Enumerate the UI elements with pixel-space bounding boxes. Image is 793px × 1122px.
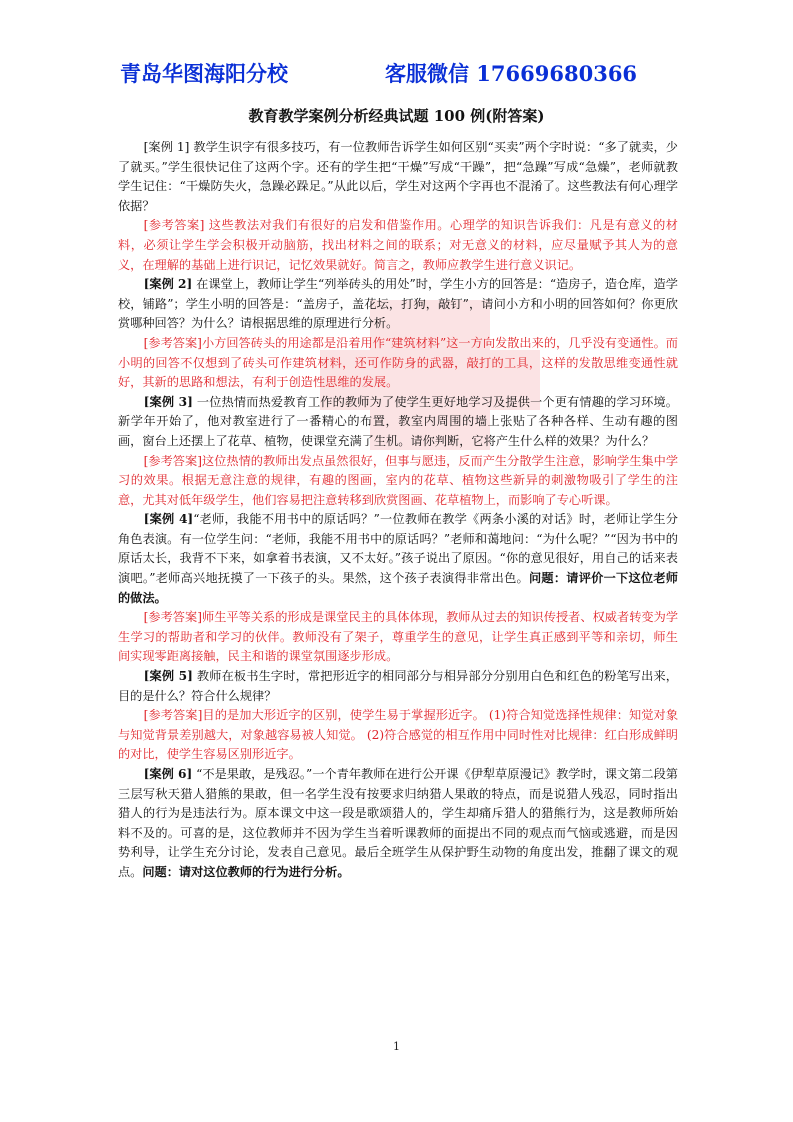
document-body <box>118 138 678 883</box>
case-3-answer <box>118 452 678 511</box>
case-3-label: [案例 3] <box>143 394 193 409</box>
school-name: 青岛华图海阳分校 <box>120 61 288 86</box>
page-number: 1 <box>393 1040 400 1053</box>
case-2-answer-text: 小方回答砖头的用途都是沿着用作“建筑材料”这一方向发散出来的，几乎没有变通性。而小明的回答不仅想到了砖头可作建筑材料，还可作防身的武器，敲打的工具，这样的发散思维变通性就好，其新的思路和想法，有利于创造性思维的发展。 <box>118 335 678 390</box>
case-4-question-text: “老师，我能不用书中的原话吗？”一位教师在教学《两条小溪的对话》时，老师让学生分角色表演。有一位学生问：“老师，我能不用书中的原话吗？”老师和蔼地问：“为什么呢？”“因为书中的原话太长，我背不下来，如拿着书表演，又不太好。”孩子说出了原因。“你的意见很好，用自己的话来表演吧。”老师高兴地抚摸了一下孩子的头。果然，这个孩子表演得非常出色。 <box>118 512 678 586</box>
case-2-label: [案例 2] <box>143 277 193 292</box>
case-2-answer-label: [参考答案] <box>143 335 202 350</box>
case-5-question <box>118 667 678 706</box>
case-6-label: [案例 6] <box>143 767 193 781</box>
case-5-answer <box>118 706 678 765</box>
case-4-answer-text: 师生平等关系的形成是课堂民主的具体体现，教师从过去的知识传授者、权威者转变为学生学习的帮助者和学习的伙伴。教师没有了架子，尊重学生的意见，让学生真正感到平等和亲切，师生间实现零距离接触，民主和谐的课堂氛围逐步形成。 <box>118 610 679 664</box>
case-5-answer-label: [参考答案] <box>143 708 203 723</box>
case-5-label: [案例 5] <box>143 669 193 684</box>
case-4-answer <box>118 608 678 667</box>
case-3-answer-text: 这位热情的教师出发点虽然很好，但事与愿违，反而产生分散学生注意，影响学生集中学习的效果。根据无意注意的规律，有趣的图画，室内的花草、植物这些新异的刺激物吸引了学生的注意，尤其对低年级学生，他们容易把注意转移到欣赏图画、花草植物上，而影响了专心听课。 <box>118 453 679 507</box>
document-title: 教育教学案例分析经典试题 100 例(附答案) <box>248 107 545 125</box>
case-1-label: [案例 1] <box>143 140 190 154</box>
case-6-question-text: “不是果敢，是残忍。”一个青年教师在进行公开课《伊犁草原漫记》教学时，课文第二段第三层写秋天猎人猎熊的果敢，但一名学生没有按要求归纳猎人果敢的特点，而是说猎人残忍，同时指出猎人的行为是违法行为。原本课文中这一段是歌颂猎人的，学生却痛斥猎人的猎熊行为，这是教师所始料不及的。可喜的是，这位教师并不因为学生当着听课教师的面提出不同的观点而气恼或逃避，而是因势利导，让学生充分讨论，发表自己意见。最后全班学生从保护野生动物的角度出发，推翻了课文的观点。 <box>118 767 678 879</box>
wechat-contact: 客服微信 17669680366 <box>385 61 638 86</box>
case-3-answer-label: [参考答案] <box>143 453 202 468</box>
case-2-question-text: 在课堂上，教师让学生“列举砖头的用处”时，学生小方的回答是：“造房子，造仓库，造学校，铺路”；学生小明的回答是：“盖房子，盖花坛，打狗，敲钉”，请问小方和小明的回答如何？你更欣赏哪种回答？为什么？请根据思维的原理进行分析。 <box>118 277 678 331</box>
case-3-question-text: 一位热情而热爱教育工作的教师为了使学生更好地学习及提供一个更有情趣的学习环境。新学年开始了，他对教室进行了一番精心的布置，教室内周围的墙上张贴了各种各样、生动有趣的图画，窗台上还摆上了花草、植物，使课堂充满了生机。请你判断，它将产生什么样的效果？为什么？ <box>118 394 678 448</box>
case-4-question-prompt: 问题：请评价一下这位老师的做法。 <box>118 571 678 605</box>
case-2-question <box>118 275 678 334</box>
case-2-answer <box>118 334 678 393</box>
case-1-answer <box>118 216 678 275</box>
case-1-question <box>118 138 678 216</box>
case-4-label: [案例 4] <box>143 512 194 527</box>
case-5-answer-text: 目的是加大形近字的区别，使学生易于掌握形近字。 (1)符合知觉选择性规律：知觉对象与知觉背景差别越大，对象越容易被人知觉。 (2)符合感觉的相互作用中同时性对比规律：红白形成鲜明的对比，使学生容易区别形近字。 <box>118 708 679 762</box>
case-3-question <box>118 393 678 452</box>
case-5-question-text: 教师在板书生字时，常把形近字的相同部分与相异部分分别用白色和红色的粉笔写出来，目的是什么？符合什么规律？ <box>118 669 678 703</box>
case-6-question-prompt: 问题：请对这位教师的行为进行分析。 <box>142 864 350 879</box>
case-1-question-text: 教学生识字有很多技巧，有一位教师告诉学生如何区别“买卖”两个字时说：“多了就卖，少了就买。”学生很快记住了这两个字。还有的学生把“干燥”写成“干躁”，把“急躁”写成“急燥”，老师就教学生记住：“干燥防失火，急躁必跺足。”从此以后，学生对这两个字再也不混淆了。这些教法有何心理学依据？ <box>118 140 678 213</box>
case-1-answer-label: [参考答案] <box>143 218 205 233</box>
case-6-question <box>118 765 678 883</box>
case-4-answer-label: [参考答案] <box>143 610 202 625</box>
case-4-question <box>118 510 678 608</box>
case-1-answer-text: 这些教法对我们有很好的启发和借鉴作用。心理学的知识告诉我们：凡是有意义的材料，必须让学生学会积极开动脑筋，找出材料之间的联系；对无意义的材料，应尽量赋予其人为的意义，在理解的基础上进行识记，记忆效果就好。简言之，教师应教学生进行意义识记。 <box>118 218 678 272</box>
